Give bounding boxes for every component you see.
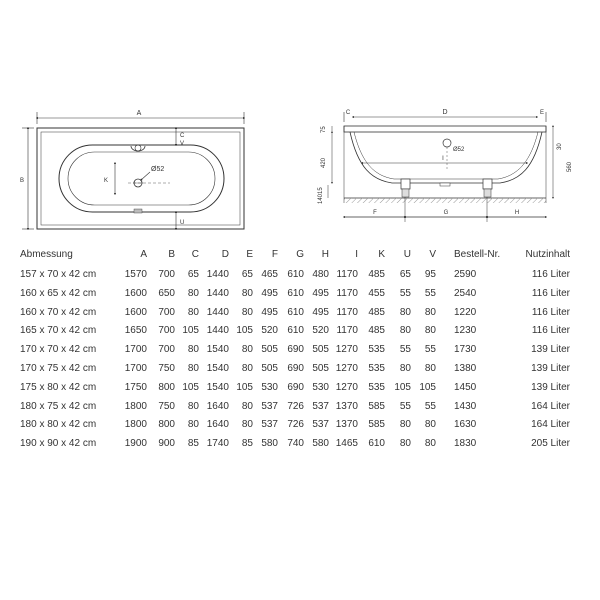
cell-d: 1540 (206, 344, 229, 356)
cell-k: 585 (368, 419, 385, 431)
cell-h: 530 (312, 381, 329, 393)
cell-b: 900 (158, 438, 175, 450)
floor-hatch (344, 198, 546, 203)
cell-a: 1800 (124, 419, 147, 431)
cell-u: 105 (394, 381, 411, 393)
header-h: H (321, 249, 329, 260)
cell-a: 1700 (124, 363, 147, 374)
header-i: I (355, 249, 358, 260)
cell-abmessung: 160 x 65 x 42 cm (20, 287, 97, 299)
foot-left (401, 179, 410, 189)
cell-c: 80 (187, 363, 199, 374)
cell-nutzinhalt: 139 Liter (531, 363, 570, 374)
header-a: A (140, 249, 147, 260)
cell-bestell-nr: 1730 (454, 344, 477, 356)
cell-c: 85 (187, 438, 199, 450)
header-u: U (403, 249, 411, 260)
label-30: 30 (557, 143, 563, 150)
cell-bestell-nr: 1630 (454, 419, 477, 431)
cell-i: 1270 (335, 381, 358, 393)
label-g: G (443, 210, 449, 216)
label-d: D (442, 109, 448, 116)
cell-a: 1650 (124, 325, 147, 337)
cell-nutzinhalt: 116 Liter (531, 269, 570, 280)
cell-g: 726 (287, 419, 304, 431)
cell-bestell-nr: 1380 (454, 363, 477, 374)
cell-f: 495 (261, 306, 278, 318)
cell-a: 1600 (124, 306, 147, 318)
cell-k: 535 (368, 344, 385, 356)
tub-basin-outline (59, 145, 224, 212)
cell-g: 690 (287, 381, 304, 393)
cell-k: 585 (368, 400, 385, 412)
cell-d: 1540 (206, 381, 229, 393)
cell-nutzinhalt: 139 Liter (531, 381, 570, 393)
cell-d: 1440 (206, 325, 229, 337)
label-k: K (104, 178, 109, 184)
cell-abmessung: 157 x 70 x 42 cm (20, 269, 97, 280)
cell-v: 95 (424, 269, 436, 280)
cell-bestell-nr: 1830 (454, 438, 477, 450)
cell-bestell-nr: 2540 (454, 287, 477, 299)
cell-k: 535 (368, 381, 385, 393)
cell-d: 1640 (206, 419, 229, 431)
cell-u: 55 (399, 287, 411, 299)
cell-nutzinhalt: 164 Liter (531, 419, 570, 431)
cell-f: 465 (261, 269, 278, 280)
cell-a: 1700 (124, 344, 147, 356)
cell-bestell-nr: 1230 (454, 325, 477, 337)
cell-u: 80 (399, 419, 411, 431)
cell-nutzinhalt: 116 Liter (531, 287, 570, 299)
cell-abmessung: 170 x 75 x 42 cm (20, 363, 97, 374)
cell-b: 700 (158, 325, 175, 337)
cell-g: 740 (287, 438, 304, 450)
label-f: F (373, 210, 377, 216)
cell-v: 55 (424, 287, 436, 299)
tub-rim-side (344, 126, 546, 132)
header-c: C (191, 249, 199, 260)
cell-abmessung: 190 x 90 x 42 cm (20, 438, 97, 450)
header-bestell-nr: Bestell-Nr. (454, 249, 501, 260)
cell-f: 495 (261, 287, 278, 299)
cell-k: 485 (368, 325, 385, 337)
cell-a: 1750 (124, 381, 147, 393)
cell-d: 1440 (206, 306, 229, 318)
cell-i: 1170 (336, 287, 358, 299)
tub-body-side (350, 132, 542, 183)
cell-h: 505 (312, 344, 329, 356)
cell-v: 55 (424, 344, 436, 356)
cell-b: 800 (158, 419, 175, 431)
cell-v: 80 (424, 363, 436, 374)
cell-k: 535 (368, 363, 385, 374)
cell-k: 455 (368, 287, 385, 299)
cell-e: 80 (241, 363, 253, 374)
cell-u: 65 (399, 269, 411, 280)
cell-h: 495 (312, 306, 329, 318)
cell-d: 1440 (206, 287, 229, 299)
cell-u: 55 (399, 344, 411, 356)
label-75: 75 (321, 126, 327, 133)
cell-h: 580 (312, 438, 329, 450)
cell-e: 80 (241, 287, 253, 299)
cell-c: 80 (187, 344, 199, 356)
cell-f: 537 (261, 400, 278, 412)
cell-g: 690 (287, 363, 304, 374)
cell-e: 105 (236, 325, 253, 337)
cell-g: 610 (287, 306, 304, 318)
cell-e: 80 (241, 419, 253, 431)
label-drain-top: Ø52 (151, 166, 165, 173)
cell-f: 520 (261, 325, 278, 337)
cell-c: 105 (182, 381, 199, 393)
cell-g: 726 (287, 400, 304, 412)
cell-i: 1370 (335, 400, 358, 412)
label-e: E (539, 110, 545, 116)
header-g: G (296, 249, 304, 260)
cell-i: 1170 (336, 325, 358, 337)
cell-b: 700 (158, 344, 175, 356)
cell-h: 495 (312, 287, 329, 299)
cell-h: 537 (312, 419, 329, 431)
cell-c: 65 (187, 269, 199, 280)
label-b: B (20, 178, 25, 184)
cell-u: 55 (399, 400, 411, 412)
label-h: H (514, 210, 520, 216)
cell-b: 650 (158, 287, 175, 299)
cell-h: 537 (312, 400, 329, 412)
header-k: K (378, 249, 385, 260)
cell-v: 80 (424, 419, 436, 431)
cell-g: 610 (287, 287, 304, 299)
top-view (20, 110, 244, 229)
label-140: 140 (318, 193, 324, 204)
cell-v: 55 (424, 400, 436, 412)
cell-abmessung: 180 x 75 x 42 cm (20, 400, 97, 412)
header-nutzinhalt: Nutzinhalt (525, 249, 570, 260)
cell-i: 1170 (336, 269, 358, 280)
cell-v: 80 (424, 325, 436, 337)
cell-g: 610 (287, 269, 304, 280)
header-f: F (271, 249, 278, 260)
header-v: V (429, 249, 436, 260)
cell-b: 700 (158, 306, 175, 318)
cell-nutzinhalt: 116 Liter (531, 325, 570, 337)
cell-u: 80 (399, 438, 411, 450)
cell-f: 530 (261, 381, 278, 393)
cell-bestell-nr: 1450 (454, 381, 477, 393)
cell-k: 485 (368, 269, 385, 280)
cell-abmessung: 160 x 70 x 42 cm (20, 306, 97, 318)
cell-i: 1270 (335, 344, 358, 356)
cell-u: 80 (399, 325, 411, 337)
cell-c: 80 (187, 400, 199, 412)
cell-d: 1640 (206, 400, 229, 412)
cell-e: 80 (241, 400, 253, 412)
cell-e: 85 (241, 438, 253, 450)
cell-b: 800 (158, 381, 175, 393)
cell-c: 80 (187, 419, 199, 431)
cell-a: 1900 (124, 438, 147, 450)
header-b: B (168, 249, 175, 260)
cell-a: 1570 (124, 269, 147, 280)
label-v: V (180, 141, 185, 147)
side-view (318, 109, 573, 222)
header-e: E (246, 249, 253, 260)
cell-bestell-nr: 2590 (454, 269, 477, 280)
label-u: U (180, 220, 185, 226)
cell-v: 80 (424, 306, 436, 318)
cell-b: 750 (158, 400, 175, 412)
cell-f: 505 (261, 344, 278, 356)
technical-drawing (0, 0, 600, 240)
cell-abmessung: 180 x 80 x 42 cm (20, 419, 97, 431)
label-a: A (136, 110, 142, 117)
cell-nutzinhalt: 205 Liter (531, 438, 570, 450)
cell-a: 1600 (124, 287, 147, 299)
cell-bestell-nr: 1430 (454, 400, 477, 412)
cell-abmessung: 175 x 80 x 42 cm (20, 381, 97, 393)
cell-abmessung: 165 x 70 x 42 cm (20, 325, 97, 337)
cell-f: 537 (261, 419, 278, 431)
label-i: I (442, 156, 444, 162)
label-420: 420 (321, 157, 327, 168)
cell-h: 520 (312, 325, 329, 337)
cell-nutzinhalt: 164 Liter (531, 400, 570, 412)
cell-d: 1740 (206, 438, 229, 450)
cell-v: 105 (419, 381, 436, 393)
cell-k: 610 (368, 438, 385, 450)
overflow-icon (131, 146, 145, 151)
cell-u: 80 (399, 363, 411, 374)
cell-bestell-nr: 1220 (454, 306, 477, 318)
label-c-side: C (345, 110, 351, 116)
cell-nutzinhalt: 116 Liter (531, 306, 570, 318)
cell-e: 80 (241, 344, 253, 356)
cell-e: 65 (241, 269, 253, 280)
cell-i: 1170 (336, 306, 358, 318)
foot-right (483, 179, 492, 189)
cell-i: 1465 (335, 438, 358, 450)
cell-k: 485 (368, 306, 385, 318)
cell-u: 80 (399, 306, 411, 318)
cell-e: 105 (236, 381, 253, 393)
cell-nutzinhalt: 139 Liter (531, 344, 570, 356)
cell-c: 80 (187, 306, 199, 318)
header-abmessung: Abmessung (20, 249, 73, 260)
label-c: C (180, 133, 185, 139)
cell-abmessung: 170 x 70 x 42 cm (20, 344, 97, 356)
cell-a: 1800 (124, 400, 147, 412)
label-15: 15 (318, 187, 324, 194)
cell-h: 480 (312, 269, 329, 280)
cell-i: 1370 (335, 419, 358, 431)
header-d: D (221, 249, 229, 260)
cell-f: 505 (261, 363, 278, 374)
label-560: 560 (567, 161, 573, 172)
cell-d: 1540 (206, 363, 229, 374)
cell-e: 80 (241, 306, 253, 318)
cell-i: 1270 (335, 363, 358, 374)
label-drain-side: Ø52 (453, 147, 465, 153)
cell-c: 105 (182, 325, 199, 337)
cell-b: 700 (158, 269, 175, 280)
cell-v: 80 (424, 438, 436, 450)
cell-b: 750 (158, 363, 175, 374)
cell-g: 610 (287, 325, 304, 337)
cell-d: 1440 (206, 269, 229, 280)
cell-c: 80 (187, 287, 199, 299)
cell-h: 505 (312, 363, 329, 374)
cell-f: 580 (261, 438, 278, 450)
cell-g: 690 (287, 344, 304, 356)
